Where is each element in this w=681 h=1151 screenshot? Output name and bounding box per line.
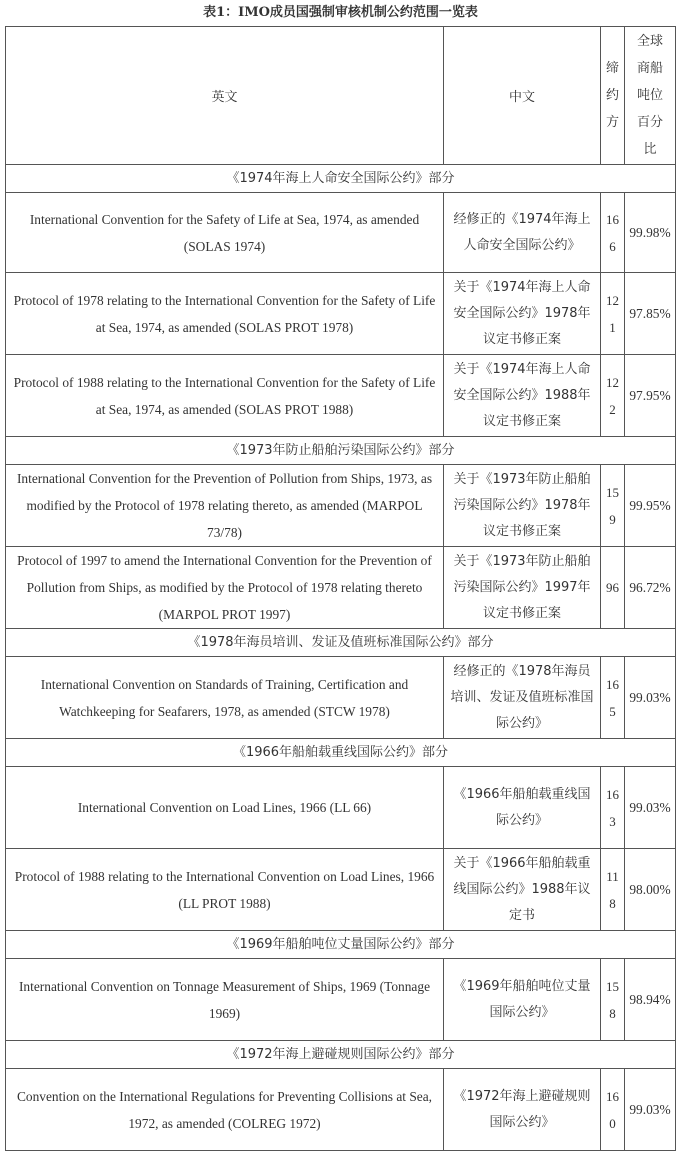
section-row [6, 165, 676, 193]
table-row [6, 465, 676, 547]
parties-count: 122 [601, 355, 625, 437]
parties-count: 166 [601, 193, 625, 273]
english-name: Protocol of 1978 relating to the International Convention for the Safety of Life at Sea, 1974, as amended (SOLAS PROT 1978) [6, 273, 444, 355]
header-tonnage [625, 27, 676, 165]
english-name: International Convention for the Prevention of Pollution from Ships, 1973, as modified by the Protocol of 1978 relating thereto, as amended (MARPOL 73/78) [6, 465, 444, 547]
parties-count: 160 [601, 1069, 625, 1151]
english-name: Protocol of 1988 relating to the International Convention on Load Lines, 1966 (LL PROT 1988) [6, 849, 444, 931]
english-name: Protocol of 1988 relating to the International Convention for the Safety of Life at Sea, 1974, as amended (SOLAS PROT 1988) [6, 355, 444, 437]
chinese-name: 关于《1966年船舶载重线国际公约》1988年议定书 [444, 849, 601, 931]
tonnage-percent: 96.72% [625, 547, 676, 629]
section-title: 《1973年防止船舶污染国际公约》部分 [6, 437, 676, 465]
english-name: Protocol of 1997 to amend the International Convention for the Prevention of Pollution from Ships, as modified by the Protocol of 1978 relating thereto (MARPOL PROT 1997) [6, 547, 444, 629]
section-title: 《1966年船舶载重线国际公约》部分 [6, 739, 676, 767]
table-row [6, 273, 676, 355]
tonnage-percent: 98.00% [625, 849, 676, 931]
tonnage-percent: 98.94% [625, 959, 676, 1041]
header-parties [601, 27, 625, 165]
parties-count: 121 [601, 273, 625, 355]
header-english: 英文 [6, 27, 444, 165]
section-row [6, 437, 676, 465]
chinese-name: 关于《1974年海上人命安全国际公约》1978年议定书修正案 [444, 273, 601, 355]
section-title: 《1969年船舶吨位丈量国际公约》部分 [6, 931, 676, 959]
chinese-name: 经修正的《1974年海上人命安全国际公约》 [444, 193, 601, 273]
tonnage-percent: 99.03% [625, 657, 676, 739]
section-row [6, 629, 676, 657]
table-row [6, 849, 676, 931]
english-name: International Convention on Tonnage Measurement of Ships, 1969 (Tonnage 1969) [6, 959, 444, 1041]
chinese-name: 经修正的《1978年海员培训、发证及值班标准国际公约》 [444, 657, 601, 739]
table-row [6, 1069, 676, 1151]
header-parties-text: 缔约方 [605, 61, 619, 130]
section-title: 《1978年海员培训、发证及值班标准国际公约》部分 [6, 629, 676, 657]
chinese-name: 《1972年海上避碰规则国际公约》 [444, 1069, 601, 1151]
tonnage-percent: 99.95% [625, 465, 676, 547]
table-row [6, 959, 676, 1041]
table-row [6, 657, 676, 739]
parties-count: 118 [601, 849, 625, 931]
english-name: International Convention on Load Lines, 1966 (LL 66) [6, 767, 444, 849]
table-row [6, 193, 676, 273]
table-row [6, 767, 676, 849]
chinese-name: 关于《1974年海上人命安全国际公约》1988年议定书修正案 [444, 355, 601, 437]
section-row [6, 931, 676, 959]
tonnage-percent: 99.03% [625, 1069, 676, 1151]
section-row [6, 1041, 676, 1069]
tonnage-percent: 97.95% [625, 355, 676, 437]
english-name: Convention on the International Regulations for Preventing Collisions at Sea, 1972, as amended (COLREG 1972) [6, 1069, 444, 1151]
convention-table [5, 26, 676, 1151]
english-name: International Convention on Standards of Training, Certification and Watchkeeping for Seafarers, 1978, as amended (STCW 1978) [6, 657, 444, 739]
tonnage-percent: 99.03% [625, 767, 676, 849]
parties-count: 96 [601, 547, 625, 629]
table-caption: 表1：IMO成员国强制审核机制公约范围一览表 [203, 5, 478, 20]
table-row [6, 355, 676, 437]
header-chinese: 中文 [444, 27, 601, 165]
chinese-name: 关于《1973年防止船舶污染国际公约》1978年议定书修正案 [444, 465, 601, 547]
parties-count: 159 [601, 465, 625, 547]
tonnage-percent: 99.98% [625, 193, 676, 273]
chinese-name: 《1966年船舶载重线国际公约》 [444, 767, 601, 849]
parties-count: 158 [601, 959, 625, 1041]
section-title: 《1972年海上避碰规则国际公约》部分 [6, 1041, 676, 1069]
section-row [6, 739, 676, 767]
english-name: International Convention for the Safety of Life at Sea, 1974, as amended (SOLAS 1974) [6, 193, 444, 273]
table-row [6, 547, 676, 629]
section-title: 《1974年海上人命安全国际公约》部分 [6, 165, 676, 193]
chinese-name: 关于《1973年防止船舶污染国际公约》1997年议定书修正案 [444, 547, 601, 629]
parties-count: 163 [601, 767, 625, 849]
header-tonnage-text: 全球商船吨位百分比 [636, 34, 663, 157]
chinese-name: 《1969年船舶吨位丈量国际公约》 [444, 959, 601, 1041]
tonnage-percent: 97.85% [625, 273, 676, 355]
header-row [6, 27, 676, 165]
parties-count: 165 [601, 657, 625, 739]
